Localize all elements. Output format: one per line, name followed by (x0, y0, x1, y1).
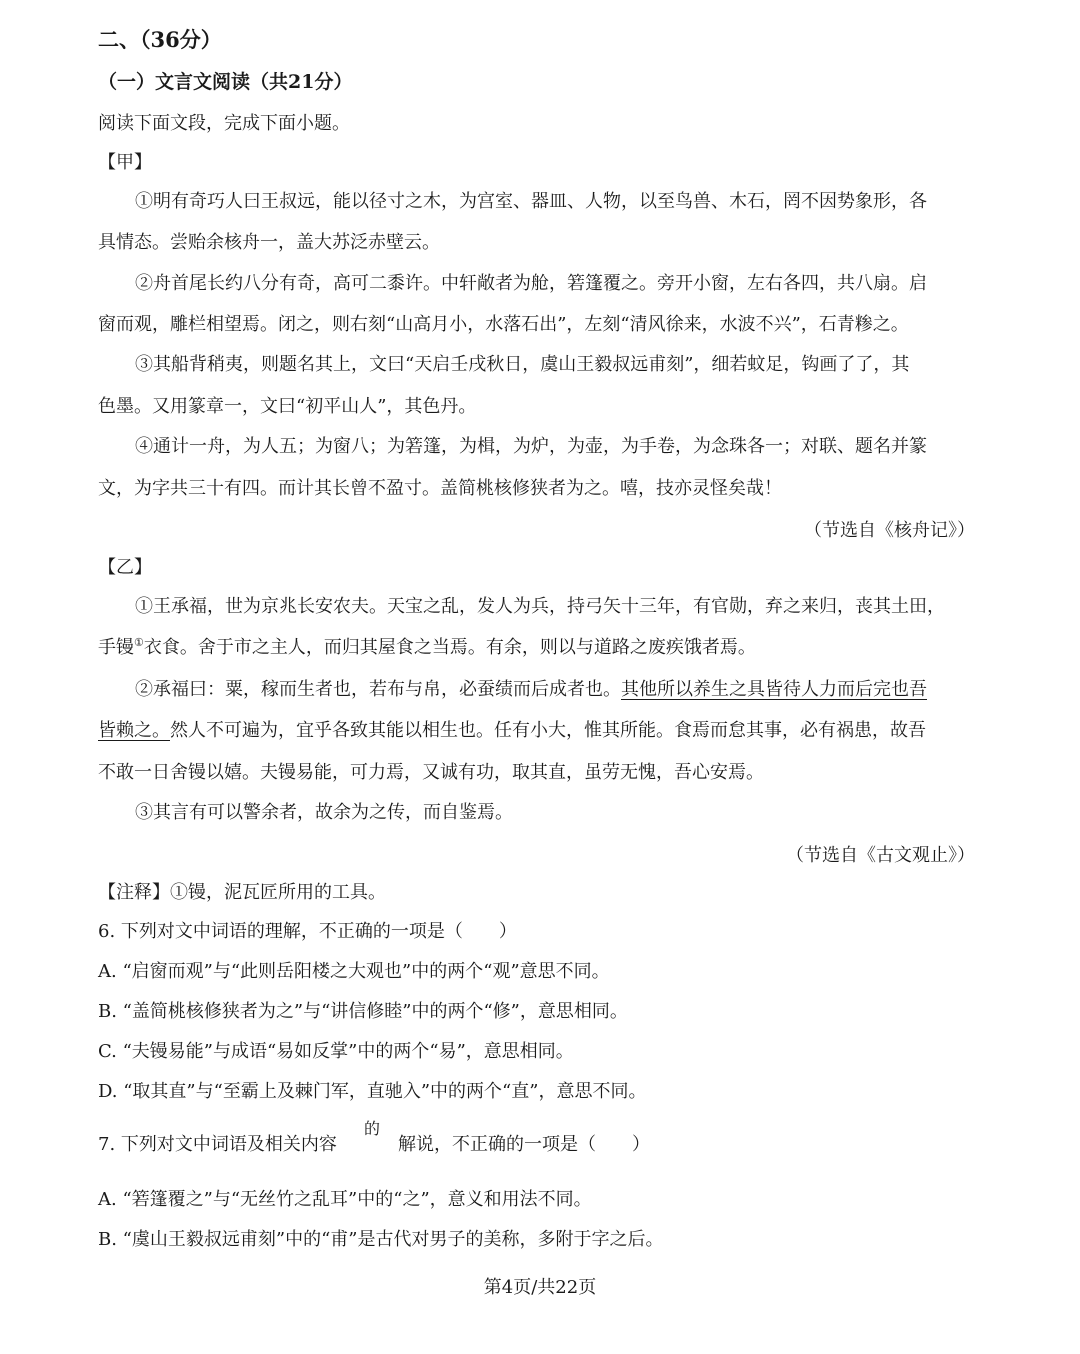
question-6-option-c: C. “夫镘易能”与成语“易如反掌”中的两个“易”，意思相同。 (98, 1041, 574, 1062)
yi-paragraph-2-line-1 (135, 678, 927, 702)
jia-source: （节选自《核舟记》） (804, 520, 975, 541)
question-6-option-b: B. “盖简桃核修狭者为之”与“讲信修睦”中的两个“修”，意思相同。 (98, 1001, 628, 1022)
jia-paragraph-1-line-1: ①明有奇巧人曰王叔远，能以径寸之木，为宫室、器皿、人物，以至鸟兽、木石，罔不因势象形，各 (135, 191, 927, 212)
yi-paragraph-1-line-2 (98, 636, 756, 660)
footnote-marker: ① (134, 636, 144, 649)
passage-yi-label: 【乙】 (98, 557, 152, 578)
instruction: 阅读下面文段，完成下面小题。 (98, 113, 350, 134)
annotation-note: 【注释】①镘，泥瓦匠所用的工具。 (98, 882, 386, 903)
passage-jia-label: 【甲】 (98, 152, 152, 173)
page-number-footer: 第4页/共22页 (483, 1277, 597, 1298)
yi-paragraph-3: ③其言有可以警余者，故余为之传，而自鉴焉。 (135, 802, 513, 823)
yi-p2-text-b: 然人不可遍为，宜乎各致其能以相生也。任有小大，惟其所能。食焉而怠其事，必有祸患，故吾 (170, 720, 926, 741)
yi-p1-text-b: 衣食。舍于市之主人，而归其屋食之当焉。有余，则以与道路之废疾饿者焉。 (143, 637, 756, 658)
jia-paragraph-3-line-1: ③其船背稍夷，则题名其上，文曰“天启壬戌秋日，虞山王毅叔远甫刻”，细若蚊足，钩画了了，其 (135, 354, 910, 375)
jia-paragraph-2-line-2: 窗而观，雕栏相望焉。闭之，则右刻“山高月小，水落石出”，左刻“清风徐来，水波不兴”，石青糁之。 (98, 314, 909, 335)
subsection-title: （一）文言文阅读（共21分） (98, 71, 353, 93)
yi-paragraph-2-line-3: 不敢一日舍镘以嬉。夫镘易能，可力焉，又诚有功，取其直，虽劳无愧，吾心安焉。 (98, 762, 764, 783)
question-7-stem-part-2: 解说，不正确的一项是（ ） (398, 1134, 650, 1155)
question-7-option-a: A. “箬篷覆之”与“无丝竹之乱耳”中的“之”，意义和用法不同。 (98, 1189, 592, 1210)
yi-p1-text-a: 手镘 (98, 637, 134, 658)
jia-paragraph-1-line-2: 具情态。尝贻余核舟一，盖大苏泛赤壁云。 (98, 232, 440, 253)
question-7-option-b: B. “虞山王毅叔远甫刻”中的“甫”是古代对男子的美称，多附于字之后。 (98, 1229, 664, 1250)
question-7-inserted-char: 的 (364, 1119, 381, 1138)
underlined-sentence-part-1: 其他所以养生之具皆待人力而后完也吾 (621, 679, 927, 700)
jia-paragraph-4-line-2: 文，为字共三十有四。而计其长曾不盈寸。盖简桃核修狭者为之。嘻，技亦灵怪矣哉！ (98, 478, 782, 499)
underlined-sentence-part-2: 皆赖之。 (98, 720, 170, 741)
question-7-stem-part-1: 7. 下列对文中词语及相关内容 (98, 1134, 337, 1155)
yi-paragraph-2-line-2 (98, 719, 926, 743)
yi-source: （节选自《古文观止》） (786, 845, 975, 866)
yi-p2-text-a: ②承福曰：粟，稼而生者也，若布与帛，必蚕绩而后成者也。 (135, 679, 621, 700)
question-6-stem: 6. 下列对文中词语的理解，不正确的一项是（ ） (98, 921, 517, 942)
question-6-option-d: D. “取其直”与“至霸上及棘门军，直驰入”中的两个“直”，意思不同。 (98, 1081, 647, 1102)
jia-paragraph-4-line-1: ④通计一舟，为人五；为窗八；为箬篷，为楫，为炉，为壶，为手卷，为念珠各一；对联、题名并篆 (135, 436, 927, 457)
jia-paragraph-2-line-1: ②舟首尾长约八分有奇，高可二黍许。中轩敞者为舱，箬篷覆之。旁开小窗，左右各四，共八扇。启 (135, 273, 927, 294)
question-6-option-a: A. “启窗而观”与“此则岳阳楼之大观也”中的两个“观”意思不同。 (98, 961, 610, 982)
yi-paragraph-1-line-1: ①王承福，世为京兆长安农夫。天宝之乱，发人为兵，持弓矢十三年，有官勋，弃之来归，丧其土田， (135, 596, 945, 617)
section-title: 二、（36分） (98, 27, 222, 52)
jia-paragraph-3-line-2: 色墨。又用篆章一，文曰“初平山人”，其色丹。 (98, 396, 477, 417)
